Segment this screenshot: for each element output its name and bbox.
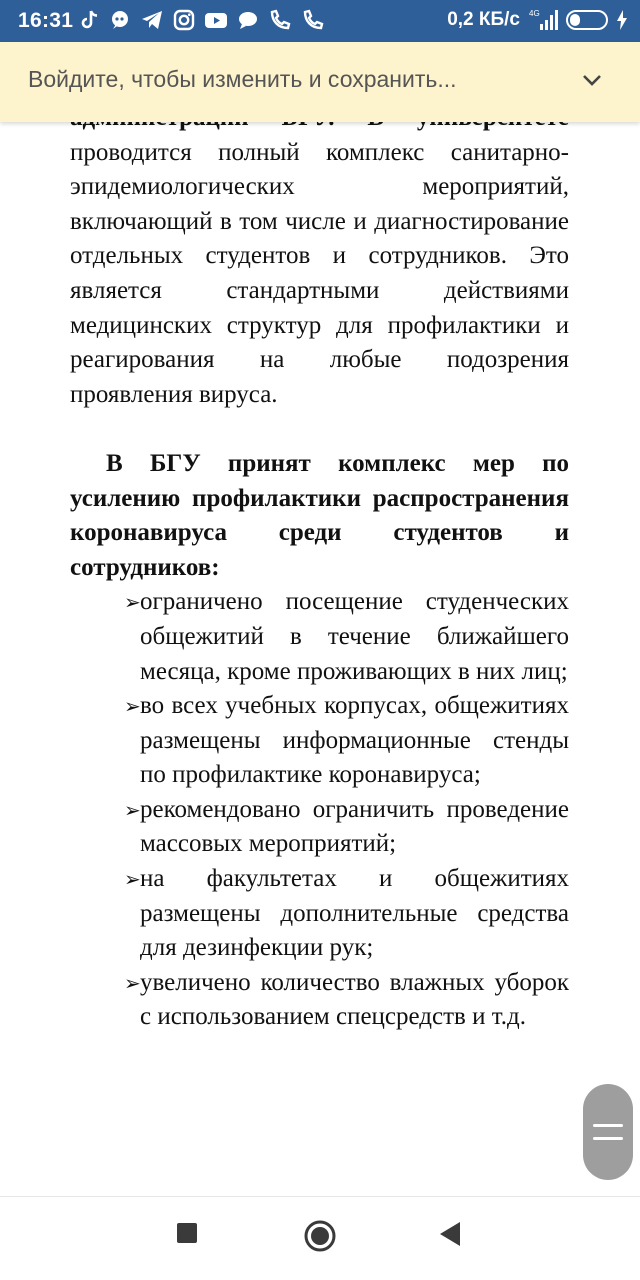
tiktok-icon: [80, 9, 100, 31]
arrow-bullet-icon: ➢: [124, 970, 141, 995]
document-page: [70, 90, 569, 1035]
back-button[interactable]: [438, 1221, 462, 1247]
list-item: ➢ рекомендовано ограничить проведение массовых мероприятий;: [140, 793, 569, 862]
chat-bubble-icon: [109, 9, 131, 31]
message-icon: [237, 9, 259, 31]
measures-heading: В БГУ принят комплекс мер по усилению профилактики распространения коронавируса среди студентов и сотрудников:: [70, 449, 569, 581]
list-item: ➢ ограничено посещение студенческих общежитий в течение ближайшего месяца, кроме проживающих в них лиц;: [140, 585, 569, 689]
instagram-icon: [173, 9, 195, 31]
battery-icon: [566, 10, 608, 30]
notification-icons: [80, 9, 325, 31]
missed-call-icon-2: [301, 9, 325, 31]
youtube-icon: [204, 9, 228, 31]
chevron-down-icon[interactable]: [578, 70, 606, 90]
status-right: [447, 8, 628, 32]
net-speed: 0,2 КБ/с: [447, 9, 520, 30]
status-bar: [0, 0, 640, 42]
navigation-bar: [0, 1196, 640, 1280]
arrow-bullet-icon: ➢: [124, 867, 141, 892]
arrow-bullet-icon: ➢: [124, 694, 141, 719]
battery-level: 25: [579, 12, 595, 28]
home-button[interactable]: [303, 1219, 337, 1253]
grip-line: [593, 1137, 623, 1140]
signal-icon: [528, 8, 558, 32]
missed-call-icon: [268, 9, 292, 31]
sign-in-banner[interactable]: [0, 42, 640, 122]
list-item: ➢ на факультетах и общежитиях размещены дополнительные средства для дезинфекции рук;: [140, 862, 569, 966]
network-type: 4G: [529, 9, 540, 18]
scroll-handle[interactable]: [583, 1084, 633, 1180]
telegram-icon: [140, 9, 164, 31]
paragraph-sanitary-measures: проводится полный комплекс санитарно-эпидемиологических мероприятий, включающий в том числе и диагностирование отдельных студентов и сотрудников. Это является стандартными действиями медицинских структур для профилактики и реагирования на любые подозрения проявления вируса.: [70, 138, 569, 408]
measures-list: [124, 585, 569, 1035]
sign-in-banner-text[interactable]: Войдите, чтобы изменить и сохранить...: [28, 66, 457, 92]
list-item: ➢ во всех учебных корпусах, общежитиях размещены информационные стенды по профилактике коронавируса;: [140, 689, 569, 793]
recents-button[interactable]: [175, 1221, 199, 1245]
battery-fill: [570, 14, 580, 26]
charging-icon: [616, 10, 628, 30]
arrow-bullet-icon: ➢: [124, 797, 141, 822]
grip-line: [593, 1124, 623, 1127]
status-time: 16:31: [18, 9, 74, 32]
document-viewer[interactable]: [0, 90, 640, 1190]
list-item: ➢ увеличено количество влажных уборок с использованием спецсредств и т.д.: [140, 966, 569, 1035]
arrow-bullet-icon: ➢: [124, 590, 141, 615]
